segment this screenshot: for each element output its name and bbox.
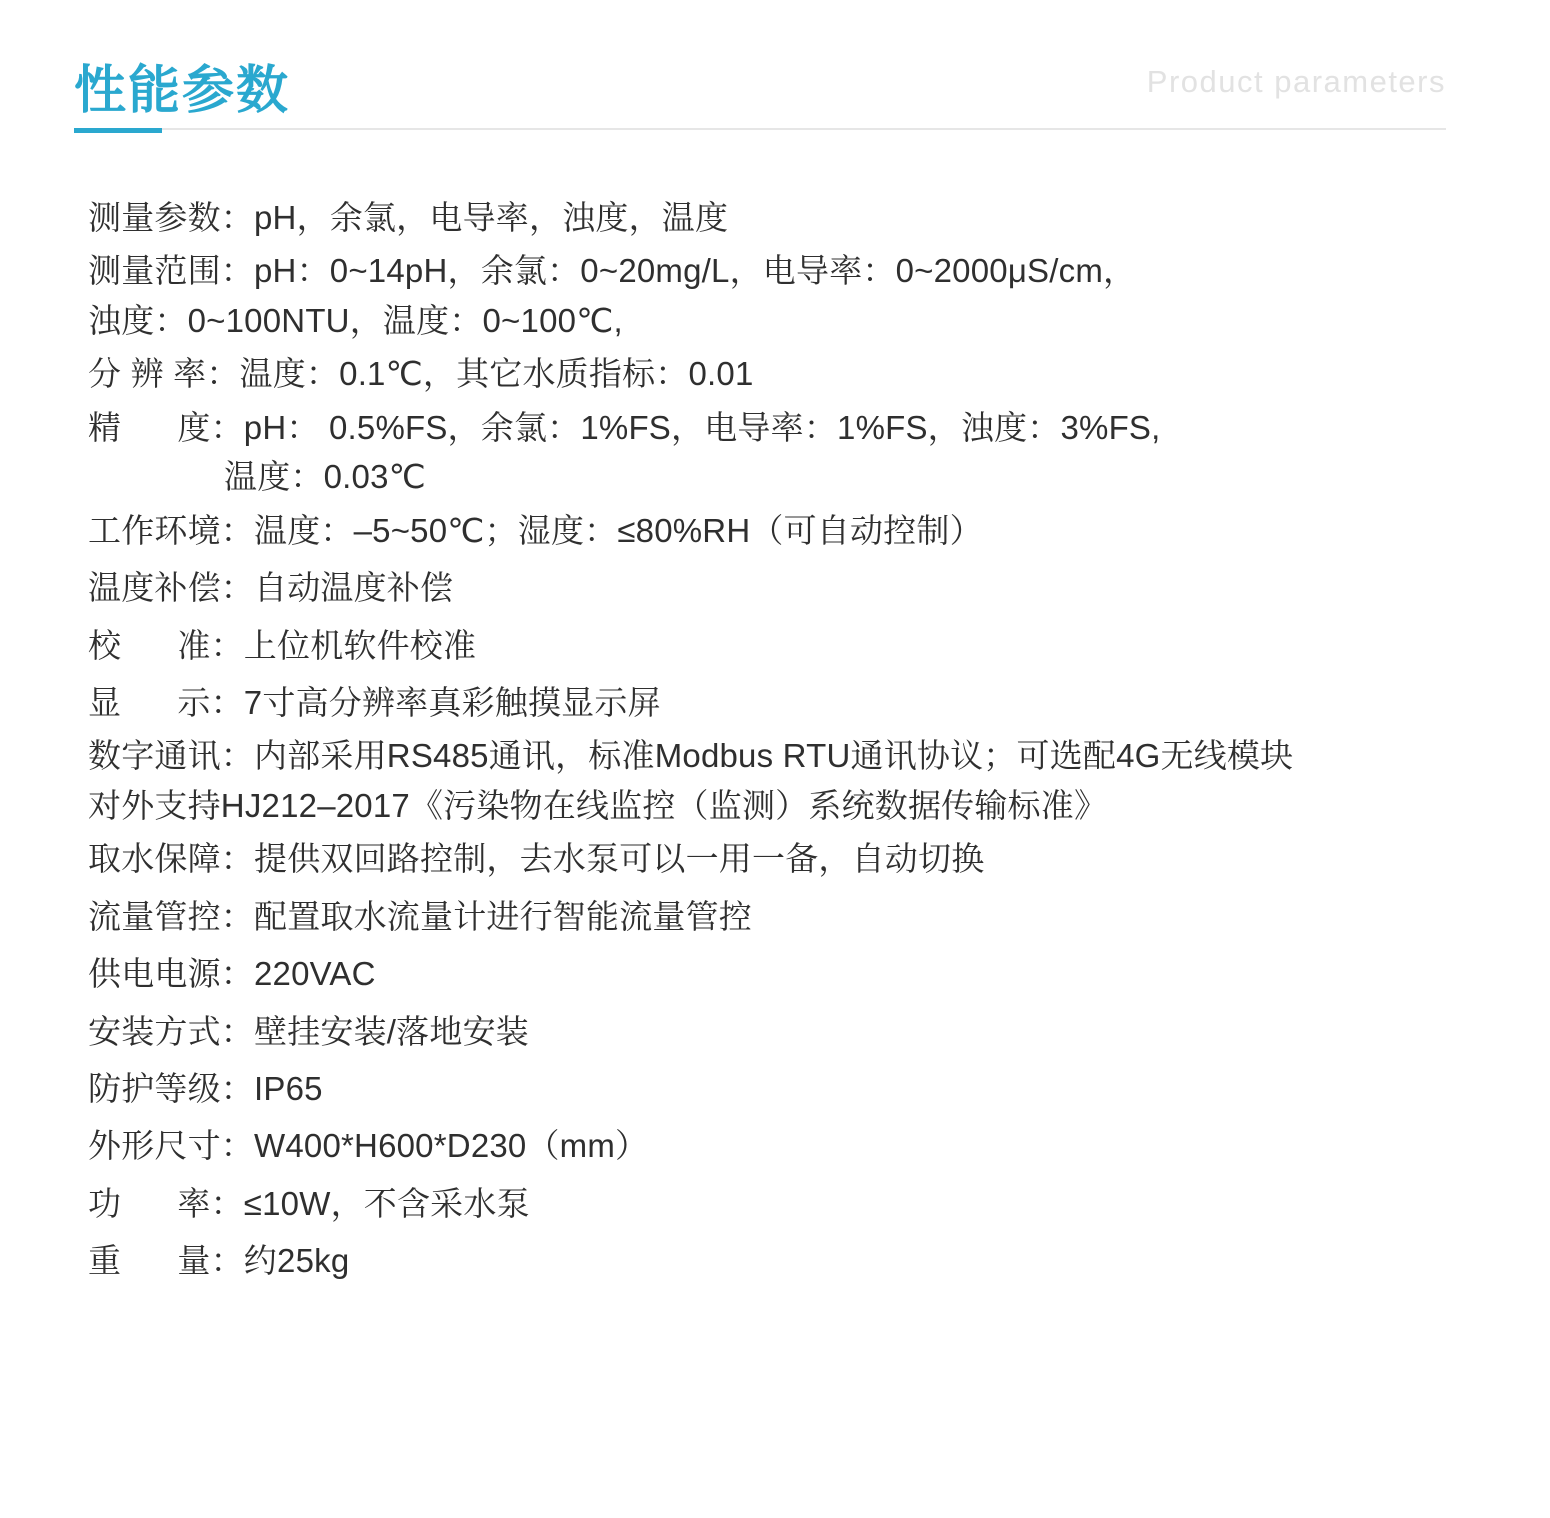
page-header xyxy=(74,0,1446,128)
spec-line: 对外支持HJ212–2017《污染物在线监控（监测）系统数据传输标准》 xyxy=(88,786,1108,824)
spec-line: 供电电源：220VAC xyxy=(88,955,376,993)
spec-line: 外形尺寸：W400*H600*D230（mm） xyxy=(88,1127,649,1165)
spec-line: 测量范围：pH：0~14pH，余氯：0~20mg/L，电导率：0~2000μS/cm， xyxy=(88,252,1137,290)
spec-line: 测量参数：pH，余氯，电导率，浊度，温度 xyxy=(88,199,729,236)
spec-line: 数字通讯：内部采用RS485通讯，标准Modbus RTU通讯协议；可选配4G无线模块 xyxy=(88,737,1294,775)
spec-line: 工作环境：温度：–5~50℃；湿度：≤80%RH（可自动控制） xyxy=(88,511,983,549)
spec-line: 功 率：≤10W，不含采水泵 xyxy=(88,1184,530,1222)
spec-line: 防护等级：IP65 xyxy=(88,1070,323,1108)
spec-line: 流量管控：配置取水流量计进行智能流量管控 xyxy=(88,897,752,935)
spec-line: 精 度：pH： 0.5%FS，余氯：1%FS，电导率：1%FS，浊度：3%FS, xyxy=(88,408,1161,446)
spec-line: 浊度：0~100NTU，温度：0~100℃, xyxy=(88,301,623,339)
divider-accent xyxy=(74,128,162,133)
spec-line: 温度补偿：自动温度补偿 xyxy=(88,569,454,607)
spec-line: 温度：0.03℃ xyxy=(224,458,426,496)
spec-line: 显 示：7寸高分辨率真彩触摸显示屏 xyxy=(88,684,661,722)
divider-line xyxy=(74,128,1446,130)
page-title: 性能参数 xyxy=(74,62,291,120)
specification-list xyxy=(0,189,1550,1290)
spec-line: 取水保障：提供双回路控制，去水泵可以一用一备，自动切换 xyxy=(88,840,985,878)
spec-line: 分 辨 率：温度：0.1℃，其它水质指标：0.01 xyxy=(88,355,754,393)
spec-line: 重 量：约25kg xyxy=(88,1242,350,1280)
page-subtitle-en: Product parameters xyxy=(1146,64,1446,99)
spec-line: 安装方式：壁挂安装/落地安装 xyxy=(88,1012,529,1050)
header-divider xyxy=(74,128,1446,133)
spec-line: 校 准：上位机软件校准 xyxy=(88,626,477,664)
